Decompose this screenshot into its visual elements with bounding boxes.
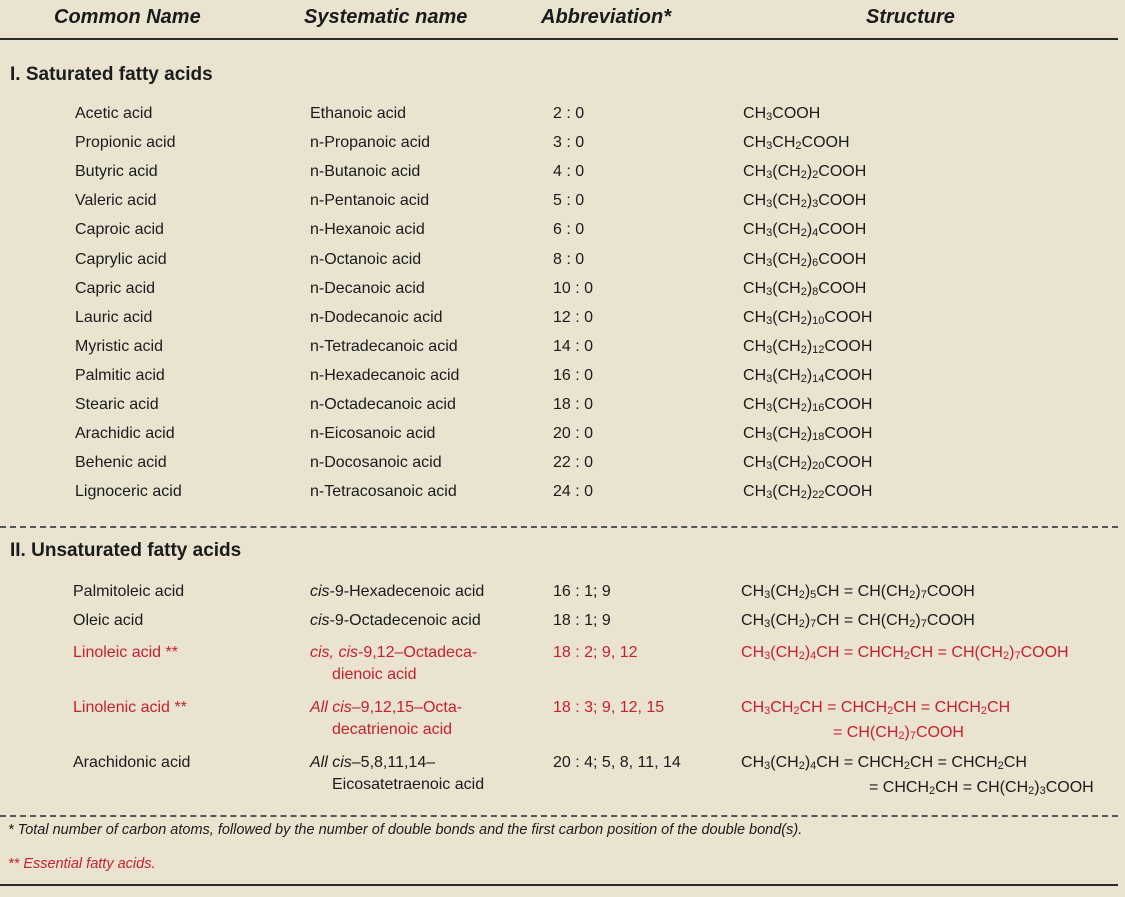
- structure-formula: $CH_3(CH_2)_8COOH$: [743, 279, 867, 298]
- bottom-rule: [0, 884, 1118, 886]
- section-divider: [0, 526, 1118, 528]
- abbreviation: 18 : 0: [553, 396, 594, 413]
- footnote-abbreviation: * Total number of carbon atoms, followed by the number of double bonds and the first carbon position of the double bond(s).: [8, 822, 803, 838]
- common-name: Behenic acid: [75, 454, 167, 472]
- abbreviation: 20 : 0: [553, 425, 594, 443]
- common-name: Lauric acid: [75, 308, 153, 326]
- table-row: [0, 192, 1125, 222]
- systematic-cis-prefix: All cis: [310, 699, 352, 716]
- systematic-name-rest: -9,12–Octadeca-: [358, 644, 478, 661]
- structure-formula: $CH_3(CH_2)_{16}COOH$: [743, 396, 873, 414]
- systematic-name: n-Pentanoic acid: [310, 192, 430, 210]
- systematic-name-line2: dienoic acid: [332, 666, 417, 683]
- systematic-cis-prefix: cis: [310, 583, 330, 600]
- table-row: [0, 396, 1125, 426]
- header-structure: Structure: [866, 6, 955, 28]
- systematic-name: n-Hexadecanoic acid: [310, 366, 460, 384]
- structure-formula: $CH_3(CH_2)_4CH$ = $CHCH_2CH$ = $CH(CH_2)_7COOH$: [741, 644, 1069, 662]
- systematic-name-line2: decatrienoic acid: [332, 721, 453, 738]
- systematic-name: [310, 581, 484, 603]
- abbreviation: 12 : 0: [553, 308, 594, 326]
- systematic-cis-prefix: cis: [310, 612, 330, 629]
- systematic-name-rest: -9-Hexadecenoic acid: [329, 583, 485, 600]
- systematic-name-rest: –9,12,15–Octa-: [351, 699, 463, 716]
- systematic-name: n-Docosanoic acid: [310, 454, 442, 472]
- common-name: Linoleic acid **: [73, 644, 178, 661]
- abbreviation: 3 : 0: [553, 134, 585, 152]
- common-name: Caproic acid: [75, 221, 164, 239]
- abbreviation: 8 : 0: [553, 250, 585, 268]
- systematic-name: n-Octanoic acid: [310, 250, 422, 268]
- abbreviation: 18 : 1; 9: [553, 612, 611, 629]
- systematic-name: Ethanoic acid: [310, 105, 407, 122]
- common-name: Lignoceric acid: [75, 483, 182, 501]
- common-name: Palmitic acid: [75, 366, 165, 384]
- common-name: Butyric acid: [75, 163, 158, 181]
- structure-formula: $CH_3COOH$: [743, 105, 821, 123]
- common-name: Oleic acid: [73, 612, 144, 629]
- section-unsaturated-title: II. Unsaturated fatty acids: [10, 540, 242, 561]
- systematic-cis-prefix: cis, cis: [310, 644, 358, 661]
- header-abbreviation: Abbreviation*: [541, 6, 672, 28]
- systematic-name: n-Eicosanoic acid: [310, 425, 436, 443]
- abbreviation: 5 : 0: [553, 192, 585, 210]
- structure-formula: $CH_3(CH_2)_{22}COOH$: [743, 483, 873, 502]
- structure-formula: $CH_3(CH_2)_{12}COOH$: [743, 337, 873, 356]
- common-name: Propionic acid: [75, 134, 176, 152]
- structure-formula: $CH_3(CH_2)_2COOH$: [743, 163, 867, 182]
- table-row: [0, 309, 1125, 339]
- abbreviation: 2 : 0: [553, 105, 585, 122]
- table-row: [0, 483, 1125, 513]
- abbreviation: 10 : 0: [553, 279, 594, 297]
- structure-formula: $CH_3(CH_2)_{10}COOH$: [743, 308, 873, 327]
- abbreviation: 16 : 1; 9: [553, 583, 611, 600]
- systematic-name: n-Hexanoic acid: [310, 221, 425, 239]
- abbreviation: 6 : 0: [553, 221, 585, 239]
- structure-formula: $CH_3(CH_2)_{20}COOH$: [743, 454, 873, 473]
- structure-formula: $CH_3(CH_2)_6COOH$: [743, 250, 867, 269]
- table-row: [0, 280, 1125, 310]
- table-row: [0, 134, 1125, 164]
- systematic-cis-prefix: All cis: [310, 754, 352, 771]
- abbreviation: 18 : 2; 9, 12: [553, 644, 638, 661]
- structure-formula: $CH_3(CH_2)_{18}COOH$: [743, 425, 873, 444]
- systematic-name-line2: Eicosatetraenoic acid: [332, 776, 485, 793]
- common-name: Myristic acid: [75, 337, 164, 355]
- structure-formula: $CH_3CH_2CH$ = $CHCH_2CH$ = $CHCH_2CH$ = $CH(CH_2)_7COOH$: [741, 699, 1011, 742]
- structure-formula: $CH_3(CH_2)_4COOH$: [743, 221, 867, 240]
- systematic-name: n-Tetracosanoic acid: [310, 483, 457, 501]
- common-name: Arachidic acid: [75, 425, 175, 443]
- header-common-name: Common Name: [54, 6, 201, 28]
- systematic-name: n-Tetradecanoic acid: [310, 337, 458, 355]
- section-saturated-title: I. Saturated fatty acids: [10, 64, 213, 85]
- footnote-essential: ** Essential fatty acids.: [8, 856, 156, 872]
- common-name: Linolenic acid **: [73, 699, 187, 716]
- common-name: Stearic acid: [75, 396, 159, 413]
- abbreviation: 24 : 0: [553, 483, 594, 501]
- abbreviation: 14 : 0: [553, 337, 594, 355]
- structure-formula: $CH_3(CH_2)_{14}COOH$: [743, 366, 873, 385]
- common-name: Valeric acid: [75, 192, 157, 210]
- common-name: Palmitoleic acid: [73, 583, 185, 600]
- systematic-name: n-Dodecanoic acid: [310, 308, 443, 326]
- abbreviation: 22 : 0: [553, 454, 594, 472]
- table-row: [0, 163, 1125, 193]
- table-row: [0, 338, 1125, 368]
- table-row: [0, 454, 1125, 484]
- systematic-name: n-Propanoic acid: [310, 134, 431, 152]
- abbreviation: 16 : 0: [553, 366, 594, 384]
- systematic-name: [310, 610, 481, 632]
- table-row: [0, 367, 1125, 397]
- abbreviation: 18 : 3; 9, 12, 15: [553, 699, 665, 716]
- abbreviation: 20 : 4; 5, 8, 11, 14: [553, 754, 681, 771]
- systematic-name: [310, 642, 477, 686]
- abbreviation: 4 : 0: [553, 163, 585, 181]
- structure-formula: $CH_3(CH_2)_3COOH$: [743, 192, 867, 211]
- footnote-divider: [0, 815, 1118, 817]
- systematic-name-rest: -9-Octadecenoic acid: [329, 612, 481, 629]
- systematic-name: [310, 752, 484, 796]
- structure-formula: $CH_3(CH_2)_4CH$ = $CHCH_2CH$ = $CHCH_2CH$ = $CHCH_2CH$ = $CH(CH_2)_3COOH$: [741, 754, 1094, 797]
- systematic-name: n-Decanoic acid: [310, 279, 425, 297]
- table-row: [0, 251, 1125, 281]
- header-systematic-name: Systematic name: [304, 6, 468, 28]
- structure-formula: $CH_3CH_2COOH$: [743, 134, 850, 153]
- structure-formula: $CH_3(CH_2)_7CH$ = $CH(CH_2)_7COOH$: [741, 612, 975, 630]
- table-row: [0, 221, 1125, 251]
- common-name: Acetic acid: [75, 105, 153, 122]
- systematic-name-rest: –5,8,11,14–: [351, 754, 436, 771]
- systematic-name: [310, 697, 462, 741]
- table-row: [0, 105, 1125, 135]
- structure-formula: $CH_3(CH_2)_5CH$ = $CH(CH_2)_7COOH$: [741, 583, 975, 601]
- table-row: [0, 425, 1125, 455]
- common-name: Caprylic acid: [75, 250, 167, 268]
- systematic-name: n-Octadecanoic acid: [310, 396, 456, 413]
- systematic-name: n-Butanoic acid: [310, 163, 421, 181]
- common-name: Capric acid: [75, 279, 156, 297]
- common-name: Arachidonic acid: [73, 754, 191, 771]
- header-rule: [0, 38, 1118, 40]
